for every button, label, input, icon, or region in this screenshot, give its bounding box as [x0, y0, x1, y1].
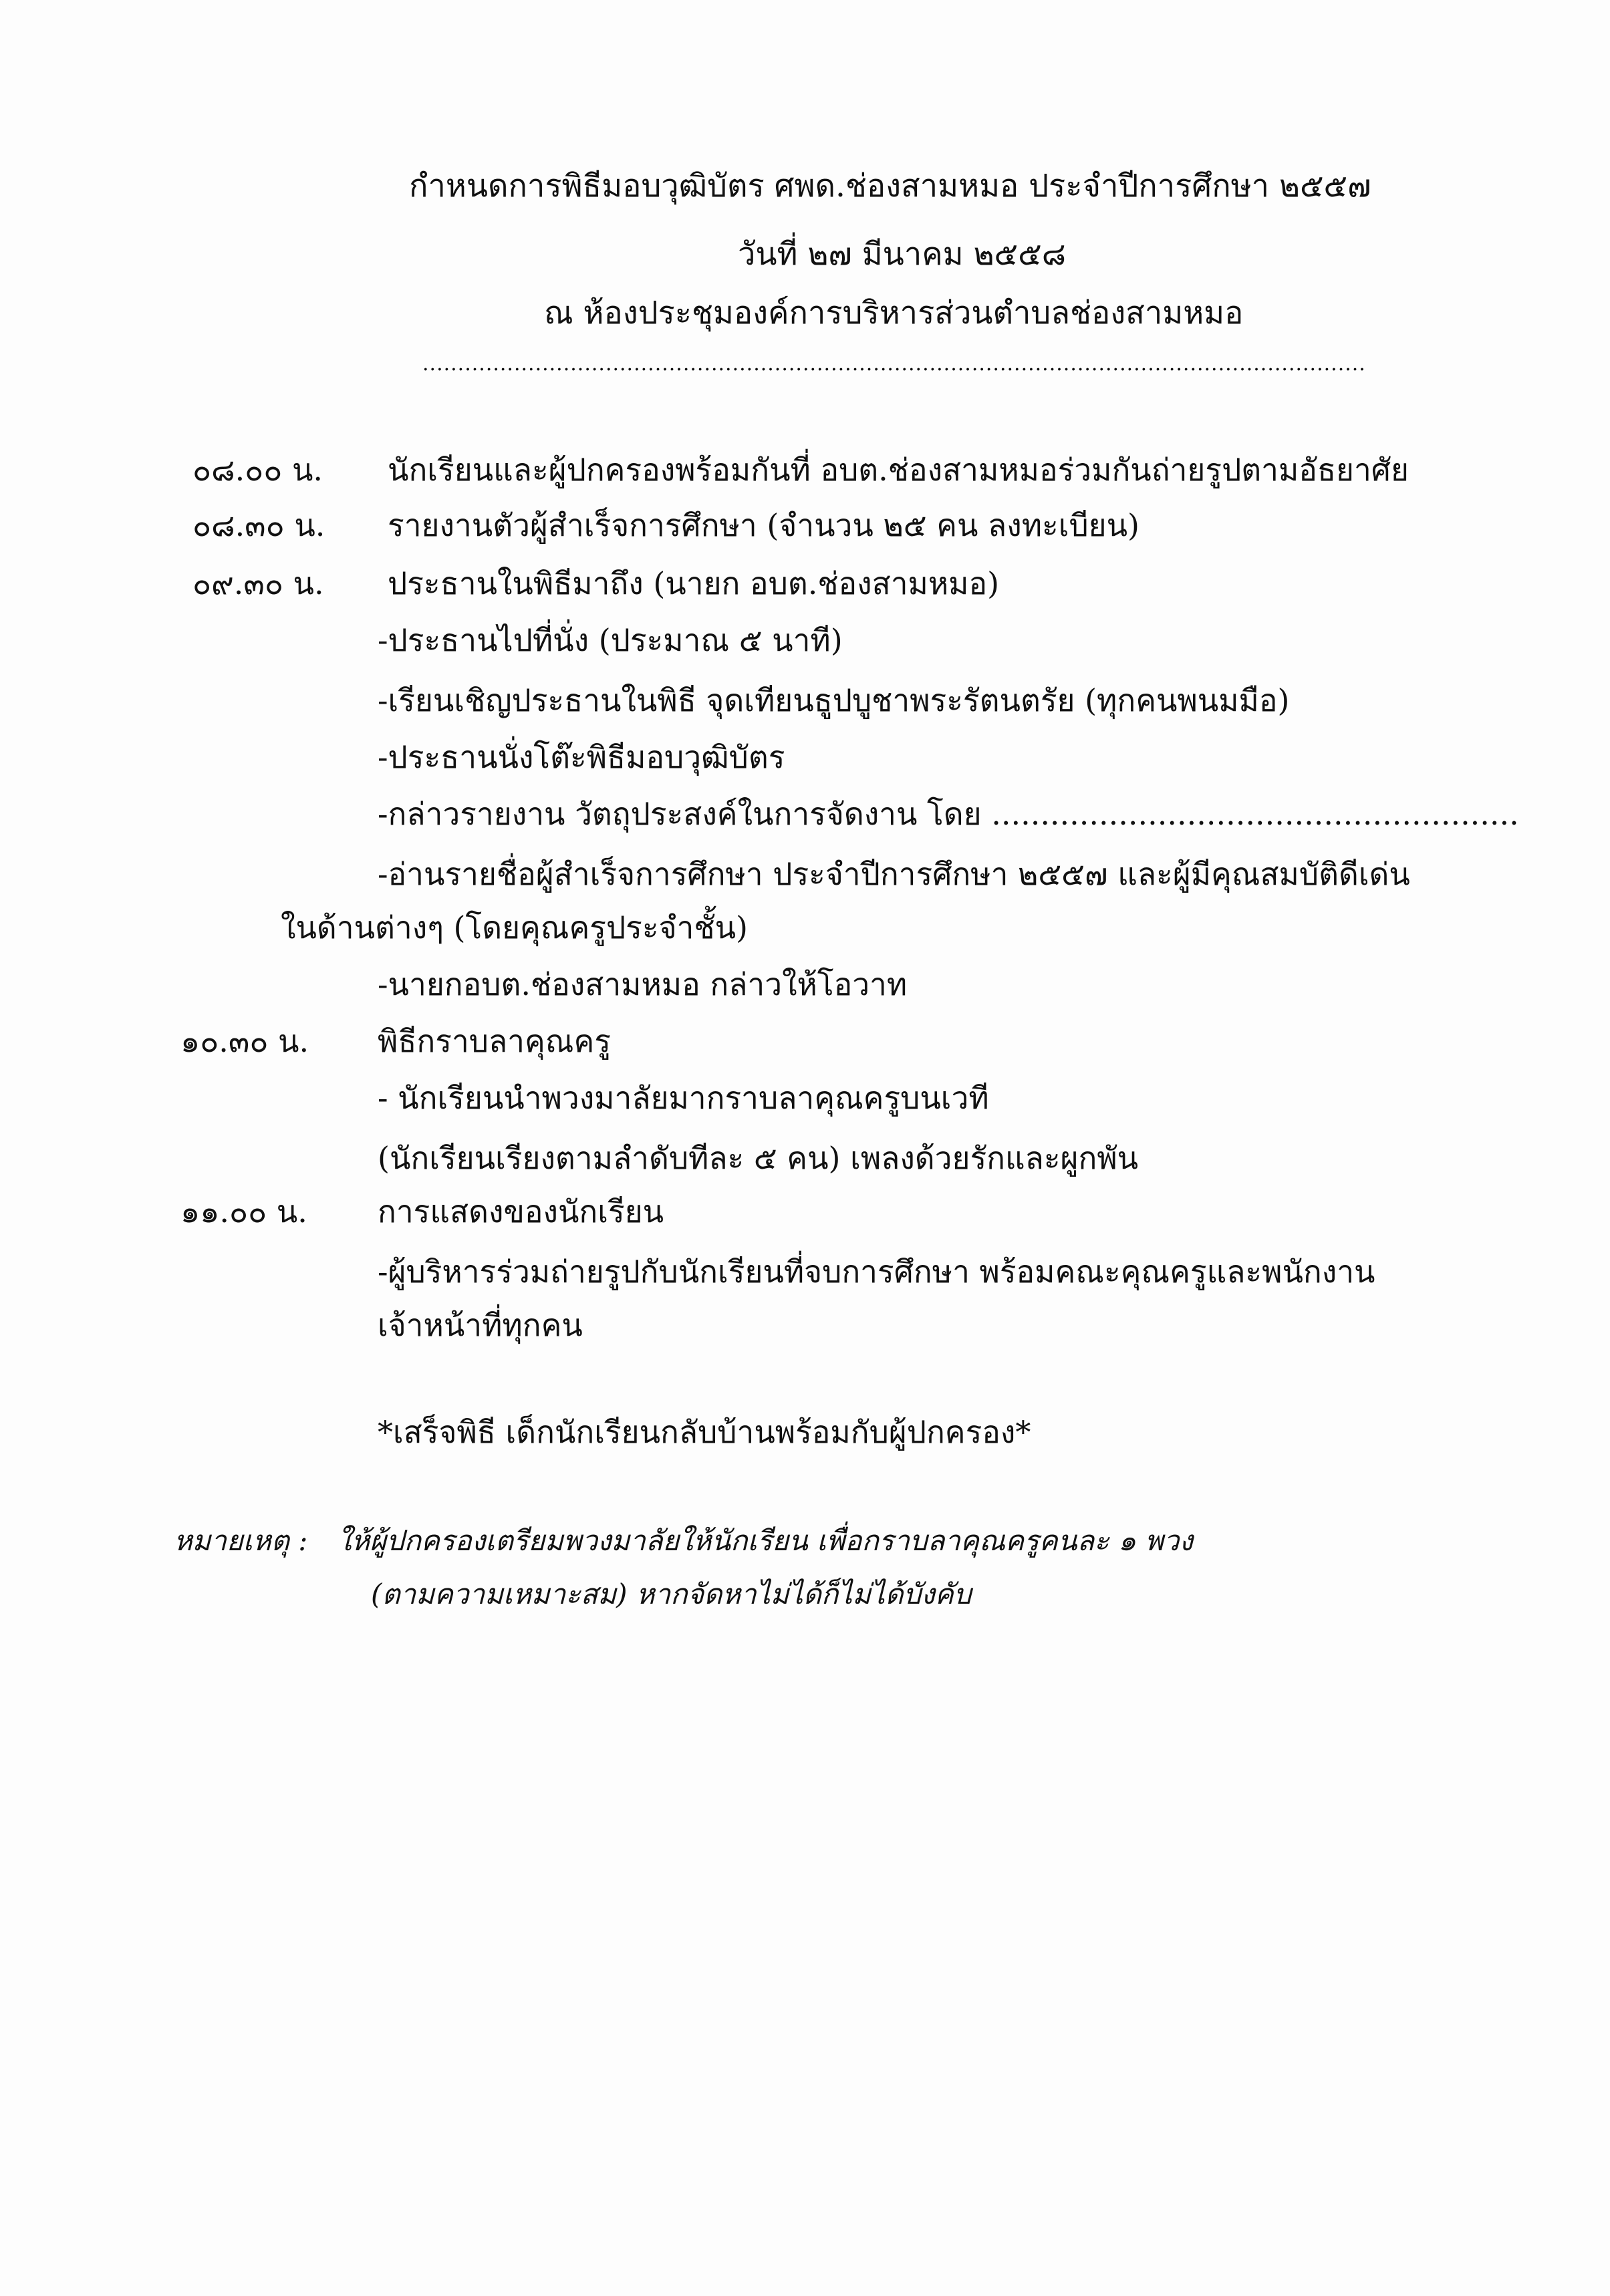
time-1100: ๑๑.๐๐ น.: [180, 1193, 307, 1230]
subitem-read-names: -อ่านรายชื่อผู้สำเร็จการศึกษา ประจำปีการศึกษา ๒๕๕๗ และผู้มีคุณสมบัติดีเด่น: [378, 856, 1410, 892]
subitem-group-photo: -ผู้บริหารร่วมถ่ายรูปกับนักเรียนที่จบการศึกษา พร้อมคณะคุณครูและพนักงาน: [378, 1254, 1375, 1290]
time-0830: ๐๘.๓๐ น.: [192, 507, 325, 543]
item-1100: การแสดงของนักเรียน: [378, 1193, 664, 1230]
title-line-3: ณ ห้องประชุมองค์การบริหารส่วนตำบลช่องสามหมอ: [544, 295, 1244, 331]
time-0800: ๐๘.๐๐ น.: [192, 452, 323, 488]
header-divider: ......................................................................................................................................: [422, 354, 1366, 374]
closing-text: *เสร็จพิธี เด็กนักเรียนกลับบ้านพร้อมกับผู้ปกครอง*: [378, 1414, 1031, 1450]
item-0830: รายงานตัวผู้สำเร็จการศึกษา (จำนวน ๒๕ คน ลงทะเบียน): [388, 507, 1140, 543]
note-line-1: ให้ผู้ปกครองเตรียมพวงมาลัยให้นักเรียน เพื่อกราบลาคุณครูคนละ ๑ พวง: [338, 1524, 1193, 1557]
time-1030: ๑๐.๓๐ น.: [180, 1023, 309, 1059]
subitem-mayor-speech: -นายกอบต.ช่องสามหมอ กล่าวให้โอวาท: [378, 966, 908, 1002]
item-0930: ประธานในพิธีมาถึง (นายก อบต.ช่องสามหมอ): [388, 565, 1000, 601]
title-line-2: วันที่ ๒๗ มีนาคม ๒๕๕๘: [738, 236, 1066, 273]
title-line-1: กำหนดการพิธีมอบวุฒิบัตร ศพด.ช่องสามหมอ ประจำปีการศึกษา ๒๕๕๗: [409, 168, 1371, 204]
subitem-garlands: - นักเรียนนำพวงมาลัยมากราบลาคุณครูบนเวที: [378, 1080, 989, 1116]
time-0930: ๐๙.๓๐ น.: [192, 565, 324, 601]
subitem-garlands-order: (นักเรียนเรียงตามลำดับทีละ ๕ คน) เพลงด้วยรักและผูกพัน: [378, 1140, 1139, 1176]
subitem-report: -กล่าวรายงาน วัตถุประสงค์ในการจัดงาน โดย ......................................................: [378, 796, 1519, 832]
subitem-chair-seat: -ประธานไปที่นั่ง (ประมาณ ๕ นาที): [378, 622, 843, 658]
subitem-read-names-cont: ในด้านต่างๆ (โดยคุณครูประจำชั้น): [281, 909, 748, 946]
item-1030: พิธีกราบลาคุณครู: [378, 1023, 611, 1059]
subitem-chair-table: -ประธานนั่งโต๊ะพิธีมอบวุฒิบัตร: [378, 739, 785, 775]
note-line-2: (ตามความเหมาะสม) หากจัดหาไม่ได้ก็ไม่ได้บังคับ: [371, 1578, 972, 1610]
subitem-candle-lighting: -เรียนเชิญประธานในพิธี จุดเทียนธูปบูชาพระรัตนตรัย (ทุกคนพนมมือ): [378, 682, 1290, 718]
subitem-group-photo-cont: เจ้าหน้าที่ทุกคน: [378, 1307, 583, 1343]
item-0800: นักเรียนและผู้ปกครองพร้อมกันที่ อบต.ช่องสามหมอร่วมกันถ่ายรูปตามอัธยาศัย: [388, 452, 1409, 488]
note-label: หมายเหตุ :: [174, 1524, 308, 1557]
